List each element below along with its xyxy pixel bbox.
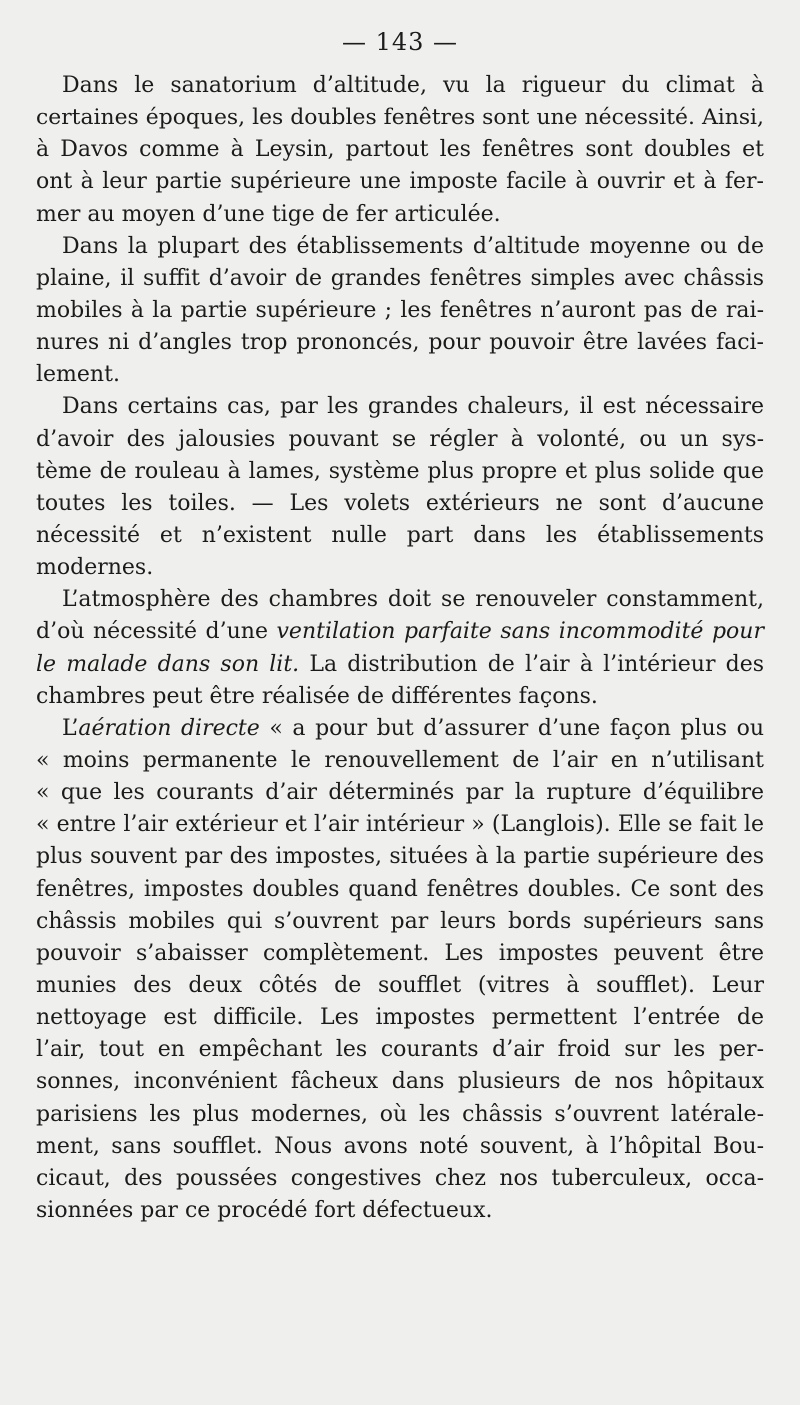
text-line [36, 456, 764, 488]
text-segment: d’où nécessité d’une [36, 619, 277, 645]
body-text [36, 70, 764, 1227]
text-segment: L’ [62, 715, 79, 741]
text-line [36, 906, 764, 938]
text-line [36, 745, 764, 777]
text-line [36, 841, 764, 873]
text-segment: « a pour but d’assurer d’une façon plus ou [259, 715, 764, 741]
text-line [36, 649, 764, 681]
text-line [36, 166, 764, 198]
text-segment: toutes les toiles. — Les volets extérieurs ne sont d’aucune [36, 490, 764, 516]
text-line [36, 263, 764, 295]
text-line [36, 1195, 764, 1227]
italic-segment: aération directe [78, 715, 260, 741]
text-line [36, 295, 764, 327]
text-segment: ont à leur partie supérieure une imposte facile à ouvrir et à fer- [36, 169, 764, 195]
text-line [36, 199, 764, 231]
text-segment: à Davos comme à Leysin, partout les fenêtres sont doubles et [36, 137, 764, 163]
text-segment: « que les courants d’air déterminés par la rupture d’équilibre [36, 780, 764, 806]
text-segment: sionnées par ce procédé fort défectueux. [36, 1197, 493, 1223]
text-segment: L’atmosphère des chambres doit se renouveler constamment, [62, 587, 764, 613]
text-line [36, 134, 764, 166]
text-segment: « entre l’air extérieur et l’air intérieur » (Langlois). Elle se fait le [36, 812, 764, 838]
text-segment: tème de rouleau à lames, système plus propre et plus solide que [36, 458, 764, 484]
text-line [36, 938, 764, 970]
text-line [36, 616, 764, 648]
text-segment: ment, sans soufflet. Nous avons noté souvent, à l’hôpital Bou- [36, 1133, 764, 1159]
text-segment: parisiens les plus modernes, où les châssis s’ouvrent latérale- [36, 1101, 764, 1127]
text-line [36, 777, 764, 809]
text-line [36, 584, 764, 616]
text-line [36, 520, 764, 552]
italic-segment: ventilation parfaite sans incommodité pour [276, 619, 764, 645]
text-segment: Dans la plupart des établissements d’altitude moyenne ou de [62, 233, 764, 259]
text-segment: modernes. [36, 555, 154, 581]
text-line [36, 1034, 764, 1066]
text-line [36, 327, 764, 359]
text-segment: nettoyage est difficile. Les impostes permettent l’entrée de [36, 1005, 764, 1031]
text-line [36, 424, 764, 456]
text-segment: chambres peut être réalisée de différentes façons. [36, 683, 598, 709]
text-line [36, 391, 764, 423]
text-segment: mobiles à la partie supérieure ; les fenêtres n’auront pas de rai- [36, 297, 764, 323]
text-line [36, 1066, 764, 1098]
page-number: — 143 — [341, 28, 459, 56]
text-line [36, 70, 764, 102]
text-segment: munies des deux côtés de soufflet (vitres à soufflet). Leur [36, 972, 764, 998]
text-line [36, 1099, 764, 1131]
text-line [36, 1163, 764, 1195]
text-segment: La distribution de l’air à l’intérieur des [299, 651, 765, 677]
text-segment: d’avoir des jalousies pouvant se régler à volonté, ou un sys- [36, 426, 764, 452]
text-segment: plaine, il suffit d’avoir de grandes fenêtres simples avec châssis [36, 265, 764, 291]
text-line [36, 874, 764, 906]
text-segment: plus souvent par des impostes, situées à la partie supérieure des [36, 844, 764, 870]
text-line [36, 1131, 764, 1163]
text-line [36, 1002, 764, 1034]
text-line [36, 102, 764, 134]
text-segment: Dans le sanatorium d’altitude, vu la rigueur du climat à [62, 73, 764, 98]
text-segment: nures ni d’angles trop prononcés, pour pouvoir être lavées faci- [36, 330, 764, 356]
text-segment: l’air, tout en empêchant les courants d’air froid sur les per- [36, 1037, 764, 1063]
text-line [36, 970, 764, 1002]
text-segment: Dans certains cas, par les grandes chaleurs, il est nécessaire [62, 394, 764, 420]
italic-segment: le malade dans son lit. [36, 651, 300, 677]
text-line [36, 809, 764, 841]
text-segment: fenêtres, impostes doubles quand fenêtres doubles. Ce sont des [36, 876, 764, 902]
text-segment: cicaut, des poussées congestives chez nos tuberculeux, occa- [36, 1165, 764, 1191]
text-segment: certaines époques, les doubles fenêtres sont une nécessité. Ainsi, [36, 105, 764, 131]
text-line [36, 713, 764, 745]
text-segment: mer au moyen d’une tige de fer articulée. [36, 201, 501, 227]
text-segment: « moins permanente le renouvellement de l’air en n’utilisant [36, 747, 764, 773]
text-line [36, 552, 764, 584]
text-segment: lement. [36, 362, 120, 388]
text-segment: nécessité et n’existent nulle part dans les établissements [36, 522, 764, 548]
text-line [36, 681, 764, 713]
text-segment: sonnes, inconvénient fâcheux dans plusieurs de nos hôpitaux [36, 1069, 764, 1095]
text-segment: châssis mobiles qui s’ouvrent par leurs bords supérieurs sans [36, 908, 764, 934]
text-line [36, 231, 764, 263]
text-line [36, 488, 764, 520]
text-line [36, 359, 764, 391]
text-segment: pouvoir s’abaisser complètement. Les impostes peuvent être [36, 940, 764, 966]
